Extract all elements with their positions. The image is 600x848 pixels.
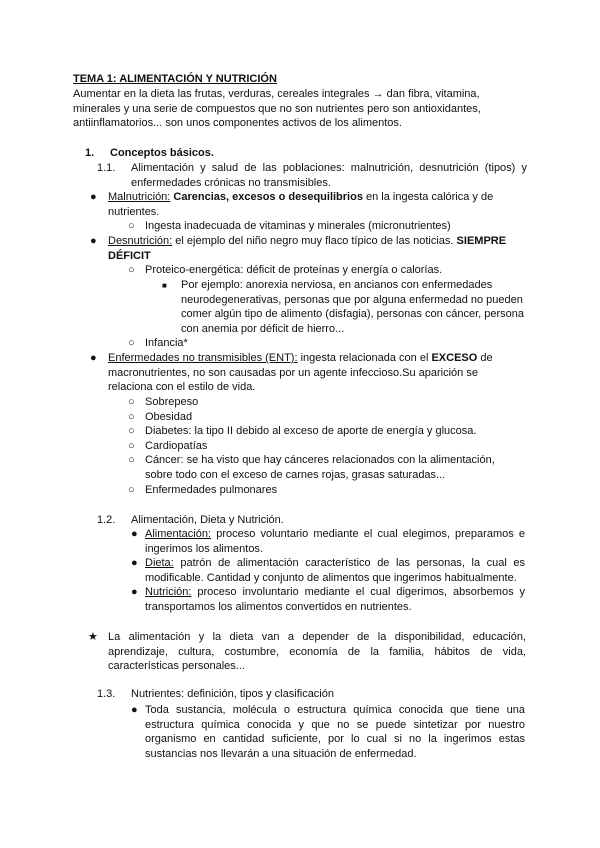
circle-bullet-icon: ○ (128, 411, 135, 423)
dieta-item (145, 556, 525, 585)
circle-bullet-icon: ○ (128, 440, 135, 452)
malnutricion-text: en la ingesta calórica y de nutrientes. (108, 191, 494, 218)
subsection-1-3-text: Nutrientes: definición, tipos y clasificación (131, 688, 334, 700)
desnutricion-ejemplo: Por ejemplo: anorexia nerviosa, en ancianos con enfermedades neurodegenerativas, personas que por alguna enfermedad no pueden comer algún tipo de alimento (disfagia), personas con cáncer, persona con anemia por déficit de hierro... (181, 279, 525, 335)
subsection-1-1-number: 1.1. (97, 162, 116, 174)
malnutricion-sub: Ingesta inadecuada de vitaminas y minerales (micronutrientes) (145, 220, 451, 232)
circle-bullet-icon: ○ (128, 425, 135, 437)
subsection-1-3-number: 1.3. (97, 688, 116, 700)
malnutricion-item (108, 190, 518, 219)
dieta-label: Dieta: (145, 557, 174, 569)
desnutricion-proteico: Proteico-energética: déficit de proteínas y energía o calorías. (145, 264, 443, 276)
circle-bullet-icon: ○ (128, 484, 135, 496)
ent-list-item: Cáncer: se ha visto que hay cánceres relacionados con la alimentación, sobre todo con el exceso de carnes rojas, grasas saturadas... (145, 454, 495, 481)
circle-bullet-icon: ○ (128, 337, 135, 349)
ent-bold: EXCESO (431, 352, 478, 364)
document-title: TEMA 1: ALIMENTACIÓN Y NUTRICIÓN (73, 73, 277, 85)
desnutricion-label: Desnutrición: (108, 235, 173, 247)
desnutricion-infancia: Infancia* (145, 337, 188, 349)
star-icon: ★ (88, 631, 98, 643)
bullet-icon: ● (90, 191, 97, 203)
bullet-icon: ● (131, 557, 138, 569)
nutrientes-item: Toda sustancia, molécula o estructura química conocida que tiene una estructura química conocida y que no se puede sintetizar por nuestro organismo en cantidad suficiente, por lo cual si no la ingerimos estas sustancias nos llevarán a una situación de enfermedad. (145, 704, 525, 760)
circle-bullet-icon: ○ (128, 264, 135, 276)
subsection-1-2-number: 1.2. (97, 514, 116, 526)
circle-bullet-icon: ○ (128, 454, 135, 466)
malnutricion-bold: Carencias, excesos o desequilibrios (173, 191, 363, 203)
ent-list-item: Obesidad (145, 411, 193, 423)
desnutricion-item (108, 234, 518, 263)
section-heading: Conceptos básicos. (110, 147, 214, 159)
section-number: 1. (85, 147, 95, 159)
subsection-1-1-text: Alimentación y salud de las poblaciones: malnutrición, desnutrición (tipos) y enfermedades crónicas no transmisibles. (131, 162, 527, 189)
ent-list-item: Sobrepeso (145, 396, 199, 408)
ent-list-item: Diabetes: la tipo II debido al exceso de aporte de energía y glucosa. (145, 425, 477, 437)
ent-text-1: ingesta relacionada con el (300, 352, 429, 364)
alimentacion-item (145, 527, 525, 556)
ent-label: Enfermedades no transmisibles (ENT): (108, 352, 298, 364)
bullet-icon: ● (131, 528, 138, 540)
square-bullet-icon: ■ (162, 281, 167, 290)
ent-list-item: Cardiopatías (145, 440, 208, 452)
intro-paragraph: Aumentar en la dieta las frutas, verduras, cereales integrales → dan fibra, vitamina, minerales y una serie de compuestos que no son nutrientes pero son antioxidantes, antiinflamatorios... son unos componentes activos de los alimentos. (73, 88, 481, 130)
circle-bullet-icon: ○ (128, 396, 135, 408)
desnutricion-text: el ejemplo del niño negro muy flaco típico de las noticias. (175, 235, 454, 247)
ent-list-item: Enfermedades pulmonares (145, 484, 278, 496)
nutricion-label: Nutrición: (145, 586, 192, 598)
malnutricion-label: Malnutrición: (108, 191, 171, 203)
bullet-icon: ● (90, 352, 97, 364)
nutricion-item (145, 585, 525, 614)
star-note: La alimentación y la dieta van a depender de la disponibilidad, educación, aprendizaje, cultura, costumbre, economía de la familia, hábitos de vida, características personales... (108, 631, 526, 673)
nutricion-text: proceso involuntario mediante el cual digerimos, absorbemos y transportamos los alimentos convertidos en nutrientes. (145, 586, 525, 613)
subsection-1-2-text: Alimentación, Dieta y Nutrición. (131, 514, 284, 526)
alimentacion-label: Alimentación: (145, 528, 212, 540)
dieta-text: patrón de alimentación característico de las personas, la cual es modificable. Cantidad y conjunto de alimentos que ingerimos habitualmente. (145, 557, 526, 584)
desnutricion-bold: SIEMPRE DÉFICIT (108, 235, 507, 262)
circle-bullet-icon: ○ (128, 220, 135, 232)
bullet-icon: ● (131, 704, 138, 716)
ent-text-2: de macronutrientes, no son causadas por un agente infeccioso.Su aparición se relaciona con el estilo de vida. (108, 352, 493, 394)
alimentacion-text: proceso voluntario mediante el cual elegimos, preparamos e ingerimos los alimentos. (145, 528, 525, 555)
bullet-icon: ● (90, 235, 97, 247)
bullet-icon: ● (131, 586, 138, 598)
ent-item (108, 351, 520, 395)
